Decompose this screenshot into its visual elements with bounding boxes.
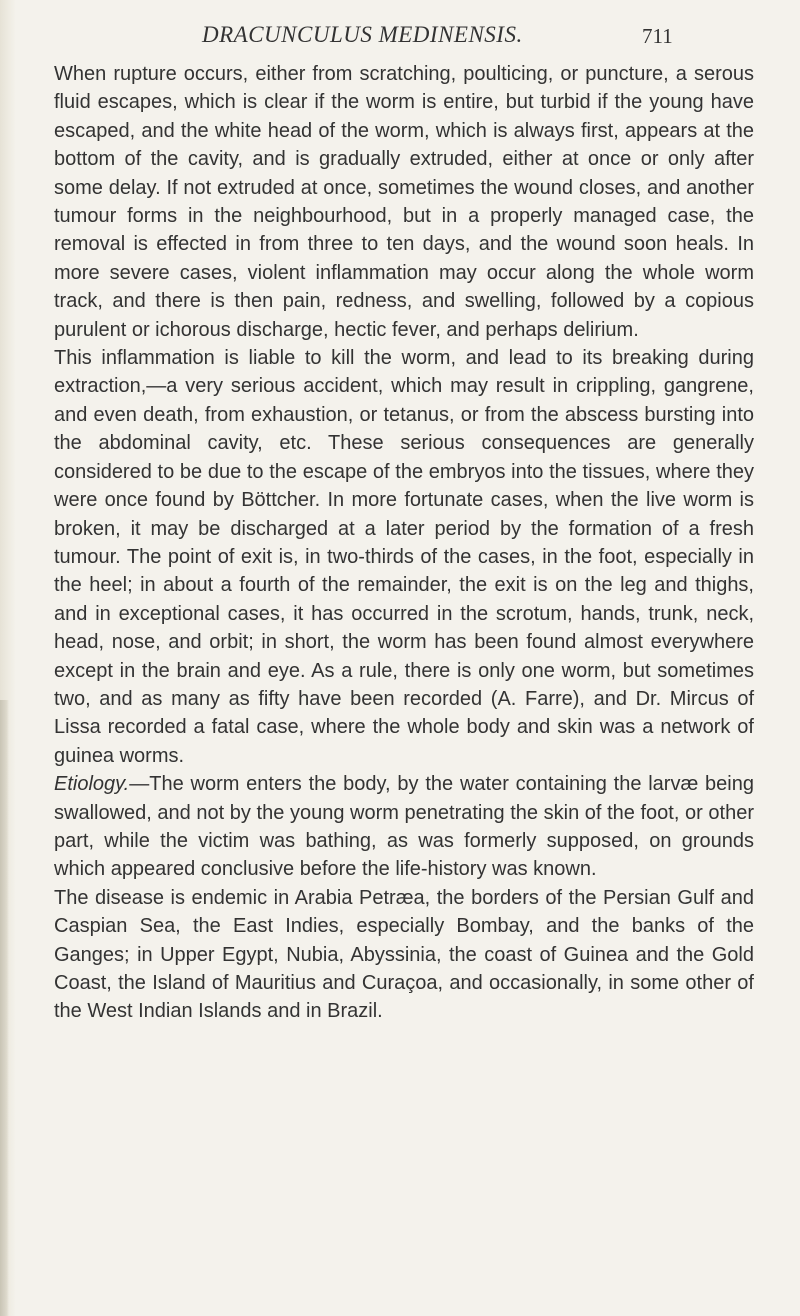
paragraph-rupture: When rupture occurs, either from scratching, poulticing, or puncture, a serous fluid escapes, which is clear if the worm is entire, but turbid if the young have escaped, and the white head of the worm, which is always first, appears at the bottom of the cavity, and is gradually extruded, either at once or only after some delay. If not extruded at once, sometimes the wound closes, and another tumour forms in the neighbourhood, but in a properly managed case, the removal is effected in from three to ten days, and the wound soon heals. In more severe cases, violent inflammation may occur along the whole worm track, and there is then pain, redness, and swelling, followed by a copious purulent or ichorous discharge, hectic fever, and perhaps delirium. (54, 63, 754, 341)
paragraph-inflammation: This inflammation is liable to kill the worm, and lead to its breaking during extraction,—a very serious accident, which may result in crippling, gangrene, and even death, from exhaustion, or tetanus, or from the abscess bursting into the abdominal cavity, etc. These serious consequences are generally considered to be due to the escape of the embryos into the tissues, where they were once found by Böttcher. In more fortunate cases, when the live worm is broken, it may be discharged at a later period by the formation of a fresh tumour. The point of exit is, in two-thirds of the cases, in the foot, especially in the heel; in about a fourth of the remainder, the exit is on the leg and thighs, and in exceptional cases, it has occurred in the scrotum, hands, trunk, neck, head, nose, and orbit; in short, the worm has been found almost everywhere except in the brain and eye. As a rule, there is only one worm, but sometimes two, and as many as fifty have been recorded (A. Farre), and Dr. Mircus of Lissa recorded a fatal case, where the whole body and skin was a network of guinea worms. (54, 347, 754, 767)
body-text (54, 60, 754, 1026)
page-binding-shadow (0, 700, 9, 1316)
paragraph-etiology (54, 770, 754, 884)
running-title: DRACUNCULUS MEDINENSIS. (202, 22, 523, 47)
running-header (0, 16, 800, 52)
etiology-text: —The worm enters the body, by the water containing the larvæ being swallowed, and not by the young worm penetrating the skin of the foot, or other part, while the victim was bathing, as was formerly supposed, on grounds which appeared conclusive before the life-history was known. (54, 773, 754, 881)
paragraph-distribution: The disease is endemic in Arabia Petræa, the borders of the Persian Gulf and Caspian Sea, the East Indies, especially Bombay, and the banks of the Ganges; in Upper Egypt, Nubia, Abyssinia, the coast of Guinea and the Gold Coast, the Island of Mauritius and Curaçoa, and occasionally, in some other of the West Indian Islands and in Brazil. (54, 886, 754, 1023)
etiology-subhead: Etiology. (54, 773, 130, 796)
page-number: 711 (642, 24, 673, 48)
